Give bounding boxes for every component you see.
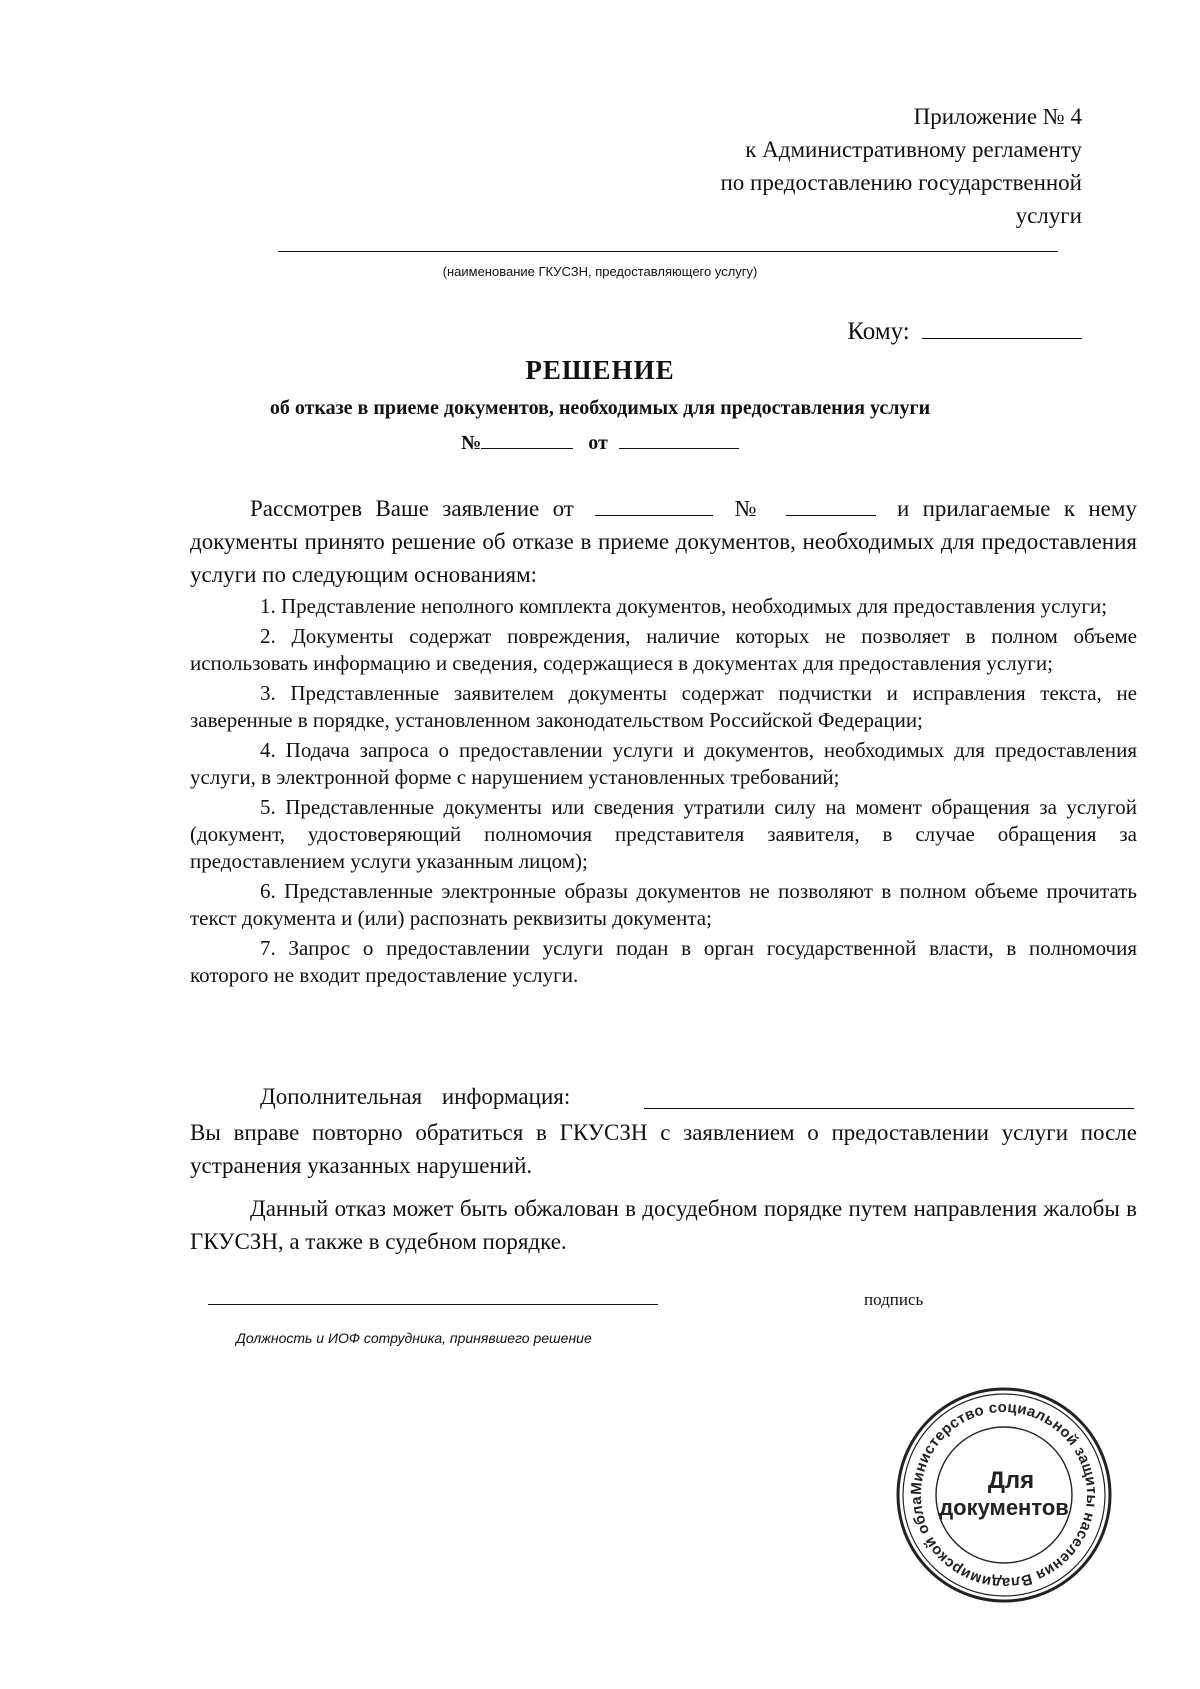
stamp-center-line-2: документов	[939, 1495, 1069, 1520]
reason-item: 2. Документы содержат повреждения, наличие которых не позволяет в полном объеме использовать информацию и сведения, содержащиеся в документах для предоставления услуги;	[190, 624, 1137, 675]
number-label: №	[461, 432, 482, 454]
recipient-blank[interactable]	[922, 318, 1082, 339]
employee-caption: Должность и ИОФ сотрудника, принявшего решение	[236, 1330, 592, 1346]
official-stamp	[893, 1384, 1115, 1606]
appeal-paragraph: Данный отказ может быть обжалован в досудебном порядке путем направления жалобы в ГКУСЗН, а также в судебном порядке.	[190, 1196, 1137, 1254]
application-number-blank[interactable]	[786, 495, 876, 516]
document-title: РЕШЕНИЕ	[525, 355, 675, 385]
appeal-block	[190, 1192, 1137, 1258]
reapply-block	[190, 1116, 1137, 1182]
intro-part-2: №	[734, 496, 765, 521]
org-name-line[interactable]	[278, 251, 1058, 252]
intro-part-3: и прилагаемые к нему документы принято решение об отказе в приеме документов, необходимых для предоставления услуги по следующим основаниям:	[190, 496, 1137, 587]
intro-paragraph	[190, 492, 1137, 591]
annex-line-3: по предоставлению государственной	[720, 170, 1082, 195]
additional-info	[260, 1084, 570, 1110]
intro-part-1: Рассмотрев Ваше заявление от	[250, 496, 574, 521]
employee-line[interactable]	[208, 1304, 658, 1305]
additional-info-label: Дополнительная информация:	[260, 1084, 571, 1109]
reason-item: 7. Запрос о предоставлении услуги подан в орган государственной власти, в полномочия которого не входит предоставление услуги.	[190, 936, 1137, 987]
stamp-icon	[893, 1384, 1115, 1606]
stamp-ring-text: Министерство социальной защиты населения Владимирской обла	[907, 1398, 1101, 1592]
decision-date-blank[interactable]	[619, 428, 739, 449]
reason-item: 1. Представление неполного комплекта документов, необходимых для предоставления услуги;	[260, 594, 1108, 618]
date-label: от	[588, 432, 608, 454]
reason-item: 6. Представленные электронные образы документов не позволяют в полном объеме прочитать текст документа и (или) распознать реквизиты документа;	[190, 879, 1137, 930]
reasons-list	[190, 593, 1137, 989]
reason-item: 4. Подача запроса о предоставлении услуги и документов, необходимых для предоставления услуги, в электронной форме с нарушением установленных требований;	[190, 738, 1137, 789]
decision-number-line	[0, 428, 1200, 455]
org-caption: (наименование ГКУСЗН, предоставляющего услугу)	[442, 264, 758, 279]
additional-info-blank[interactable]	[644, 1108, 1134, 1109]
application-date-blank[interactable]	[595, 495, 713, 516]
reapply-paragraph: Вы вправе повторно обратиться в ГКУСЗН с заявлением о предоставлении услуги после устранения указанных нарушений.	[190, 1120, 1137, 1178]
annex-line-4: услуги	[1015, 203, 1082, 228]
reason-item: 3. Представленные заявителем документы содержат подчистки и исправления текста, не заверенные в порядке, установленном законодательством Российской Федерации;	[190, 681, 1137, 732]
annex-line-1: Приложение № 4	[913, 104, 1082, 129]
annex-line-2: к Административному регламенту	[745, 137, 1082, 162]
signature-label: подпись	[864, 1290, 924, 1309]
document-subtitle: об отказе в приеме документов, необходимых для предоставления услуги	[269, 397, 931, 419]
stamp-center-line-1: Для	[987, 1467, 1035, 1494]
reason-item: 5. Представленные документы или сведения утратили силу на момент обращения за услугой (документ, удостоверяющий полномочия представителя заявителя, в случае обращения за предоставлением услуги указанным лицом);	[190, 795, 1137, 873]
recipient-label: Кому:	[847, 318, 910, 345]
recipient-field	[847, 318, 1082, 346]
intro-block	[190, 492, 1137, 591]
decision-number-blank[interactable]	[481, 428, 573, 449]
annex-header	[720, 100, 1082, 232]
